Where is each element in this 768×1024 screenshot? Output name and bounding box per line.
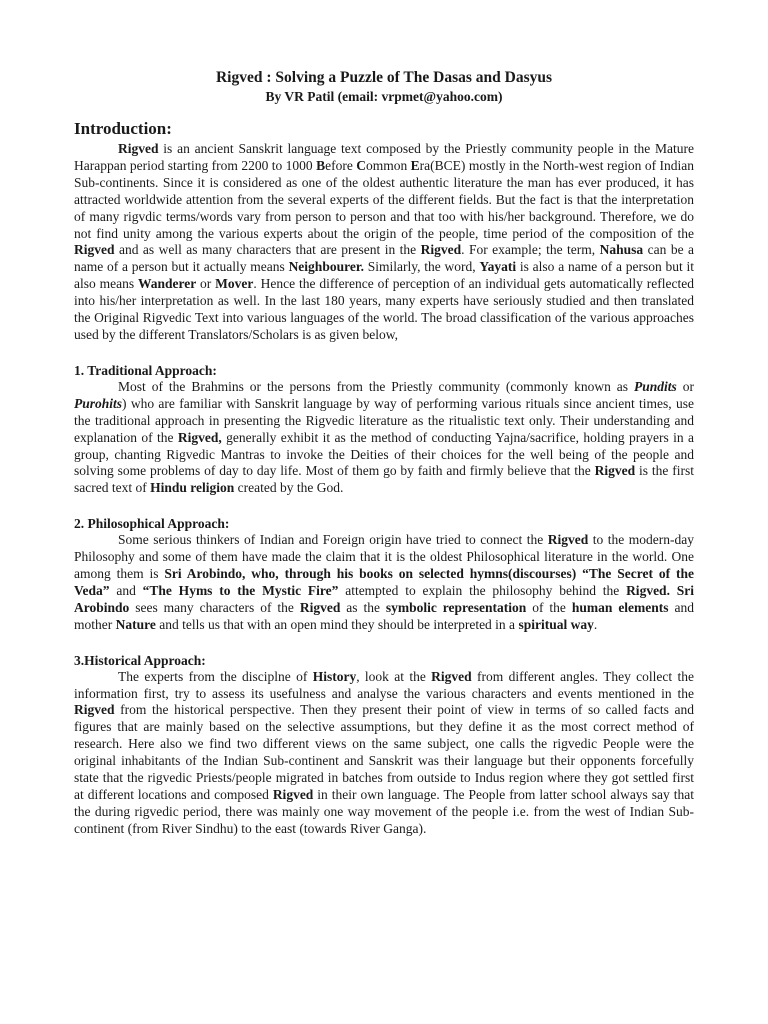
introduction-paragraph: Rigved is an ancient Sanskrit language text composed by the Priestly community people in the Mature Harappan period starting from 2200 to 1000 Before Common Era(BCE) mostly in the North-west region of Indian Sub-continents. Since it is considered as one of the oldest authentic literature the man has ever produced, it has attracted worldwide attention from the several experts of the different fields. But the fact is that the interpretation of many rigvdic terms/words vary from person to person and that too with his/her background. Therefore, we do not find unity among the various experts about the origin of the people, time period of the composition of the Rigved and as well as many characters that are present in the Rigved. For example; the term, Nahusa can be a name of a person but it actually means Neighbourer. Similarly, the word, Yayati is also a name of a person but it also means Wanderer or Mover. Hence the difference of perception of an individual gets automatically reflected into his/her interpretation as well. In the last 180 years, many experts have seriously studied and then translated the Original Rigvedic Text into various languages of the world. The broad classification of the various approaches used by the different Translators/Scholars is as given below, (74, 141, 695, 342)
historical-approach-paragraph: The experts from the disciplne of History, look at the Rigved from different angles. They collect the information first, try to assess its usefulness and analyse the various characters and events mentioned in the Rigved from the historical perspective. Then they present their point of view in terms of so called facts and figures that are mainly based on the selective assumptions, but they define it as the most correct method of research. Here also we find two different views on the same subject, one calls the rigvedic People were the original inhabitants of the Indian Sub-continent and Sanskrit was their language but their opponents forcefully state that the rigvedic Priests/people migrated in batches from outside to Indus region where they got settled first at different locations and composed Rigved in their own language. The People from latter school always say that the during rigvedic period, there was mainly one way movement of the people i.e. from the west of Indian Sub-continent (from River Sindhu) to the east (towards River Ganga). (74, 668, 694, 836)
traditional-approach-paragraph: Most of the Brahmins or the persons from the Priestly community (commonly known as Pundits or Purohits) who are familiar with Sanskrit language by way of performing various rituals since ancient times, use the traditional approach in presenting the Rigvedic literature as the ritualistic text only. Their understanding and explanation of the Rigved, generally exhibit it as the method of conducting Yajna/sacrifice, holding prayers in a group, chanting Rigvedic Mantras to invoke the Deities of their choices for the well being of the people and solving some problems of day to day life. Most of them go by faith and firmly believe that the Rigved is the first sacred text of Hindu religion created by the God. (74, 378, 694, 496)
document-byline: By VR Patil (email: vrpmet@yahoo.com) (265, 89, 503, 104)
document-title: Rigved : Solving a Puzzle of The Dasas and Dasyus (215, 69, 553, 86)
philosophical-approach-heading: 2. Philosophical Approach: (74, 516, 230, 532)
introduction-heading: Introduction: (74, 119, 172, 138)
historical-approach-heading: 3.Historical Approach: (74, 652, 206, 668)
traditional-approach-heading: 1. Traditional Approach: (74, 362, 217, 378)
philosophical-approach-paragraph: Some serious thinkers of Indian and Foreign origin have tried to connect the Rigved to the modern-day Philosophy and some of them have made the claim that it is the oldest Philosophical literature in the world. One among them is Sri Arobindo, who, through his books on selected hymns(discourses) “The Secret of the Veda” and “The Hyms to the Mystic Fire” attempted to explain the philosophy behind the Rigved. Sri Arobindo sees many characters of the Rigved as the symbolic representation of the human elements and mother Nature and tells us that with an open mind they should be interpreted in a spiritual way. (74, 532, 694, 632)
